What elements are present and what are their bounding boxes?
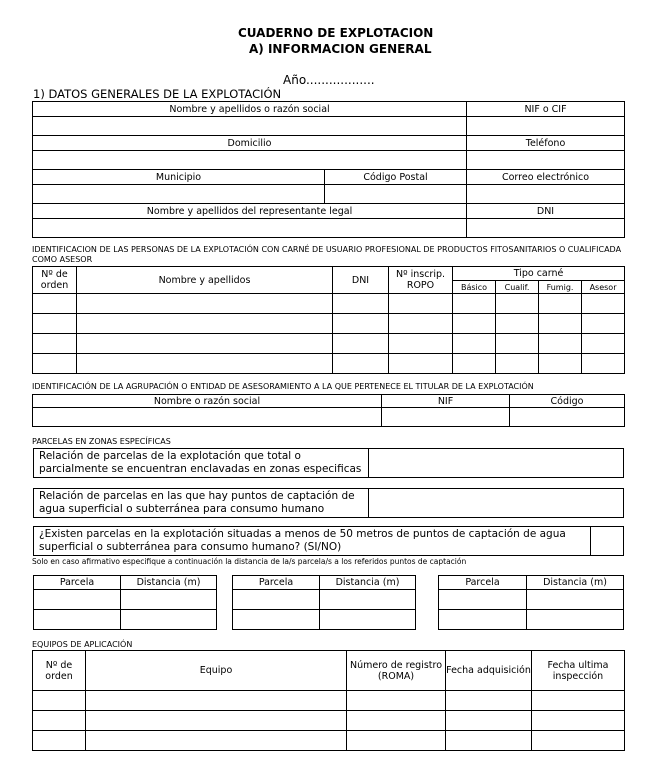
association-table [32,394,625,427]
distance-answer-input[interactable] [591,527,624,556]
cell[interactable] [439,610,527,630]
document-title: CUADERNO DE EXPLOTACION [238,26,434,40]
table-row [233,610,416,630]
distance-table-1 [33,575,217,630]
plots-heading: PARCELAS EN ZONAS ESPECÍFICAS [32,437,171,446]
cell[interactable] [33,314,77,334]
cell[interactable] [34,610,121,630]
cell[interactable] [446,731,532,751]
table-row [439,610,624,630]
plot-header: Parcela [233,576,320,590]
cell[interactable] [33,294,77,314]
association-nif-header: NIF [382,395,510,408]
cell[interactable] [347,691,446,711]
cell[interactable] [527,610,624,630]
cell[interactable] [121,590,217,610]
table-row [33,691,625,711]
cell[interactable] [320,610,416,630]
registry-number-header: Número de registro (ROMA) [347,651,446,691]
table-row [33,314,625,334]
phone-input[interactable] [467,151,625,170]
name-header: Nombre y apellidos o razón social [33,102,467,117]
cell[interactable] [439,590,527,610]
cell[interactable] [453,314,496,334]
cell[interactable] [33,354,77,374]
plots-distance-question-table [33,526,624,556]
representative-input[interactable] [33,219,467,238]
cell[interactable] [539,294,582,314]
cell[interactable] [86,731,347,751]
association-heading: IDENTIFICACIÓN DE LA AGRUPACIÓN O ENTIDAD DE ASESORAMIENTO A LA QUE PERTENECE EL TITULAR DE LA EXPLOTACIÓN [32,382,534,391]
table-row [33,294,625,314]
cell[interactable] [77,354,333,374]
cell[interactable] [121,610,217,630]
plot-header: Parcela [439,576,527,590]
cell[interactable] [77,334,333,354]
name-input[interactable] [33,117,467,136]
cell[interactable] [389,334,453,354]
cell[interactable] [582,334,625,354]
table-row [233,590,416,610]
representative-header: Nombre y apellidos del representante legal [33,204,467,219]
equipment-name-header: Equipo [86,651,347,691]
table-row [33,711,625,731]
cell[interactable] [527,590,624,610]
cell[interactable] [86,711,347,731]
distance-table-2 [232,575,416,630]
basic-header: Básico [453,281,496,294]
cell[interactable] [453,334,496,354]
cell[interactable] [320,590,416,610]
document-subtitle: A) INFORMACION GENERAL [249,42,432,56]
cell[interactable] [496,334,539,354]
fumigator-header: Fumig. [539,281,582,294]
distance-header: Distancia (m) [527,576,624,590]
cell[interactable] [389,314,453,334]
cell[interactable] [453,294,496,314]
distance-table-3 [438,575,624,630]
cell[interactable] [233,610,320,630]
order-header: Nº de orden [33,267,77,294]
table-row [33,354,625,374]
cell[interactable] [539,314,582,334]
cell[interactable] [77,314,333,334]
cell[interactable] [532,691,625,711]
cell[interactable] [446,711,532,731]
postal-code-input[interactable] [325,185,467,204]
water-capture-question: Relación de parcelas en las que hay puntos de captación de agua superficial o subterránea para consumo humano [34,489,369,518]
cell[interactable] [453,354,496,374]
plot-header: Parcela [34,576,121,590]
plots-specific-zones-table [33,448,624,478]
cell[interactable] [347,731,446,751]
distance-note: Solo en caso afirmativo especifique a continuación la distancia de la/s parcela/s a los referidos puntos de captación [32,557,467,566]
cell[interactable] [582,294,625,314]
cell[interactable] [333,354,389,374]
address-header: Domicilio [33,136,467,151]
ropo-header: Nº inscrip. ROPO [389,267,453,294]
acquisition-date-header: Fecha adquisición [446,651,532,691]
distance-header: Distancia (m) [320,576,416,590]
email-input[interactable] [467,185,625,204]
license-type-header: Tipo carné [453,267,625,281]
table-row [33,731,625,751]
cell[interactable] [539,354,582,374]
equipment-heading: EQUIPOS DE APLICACIÓN [32,640,133,649]
cell[interactable] [582,314,625,334]
cell[interactable] [333,294,389,314]
qualified-header: Cualif. [496,281,539,294]
association-name-input[interactable] [33,408,382,427]
equipment-table [32,650,625,751]
cell[interactable] [33,334,77,354]
inspection-date-header: Fecha ultima inspección [532,651,625,691]
cell[interactable] [233,590,320,610]
general-data-table [32,101,625,238]
association-code-input[interactable] [510,408,625,427]
association-name-header: Nombre o razón social [33,395,382,408]
cell[interactable] [532,711,625,731]
table-row [33,334,625,354]
cell[interactable] [539,334,582,354]
municipality-input[interactable] [33,185,325,204]
cell[interactable] [347,711,446,731]
cell[interactable] [33,731,86,751]
cell[interactable] [389,354,453,374]
cell[interactable] [582,354,625,374]
cell[interactable] [532,731,625,751]
table-row [34,610,217,630]
cell[interactable] [446,691,532,711]
year-field[interactable]: Año.................. [283,73,375,87]
email-header: Correo electrónico [467,170,625,185]
person-name-header: Nombre y apellidos [77,267,333,294]
license-heading: IDENTIFICACION DE LAS PERSONAS DE LA EXPLOTACIÓN CON CARNÉ DE USUARIO PROFESIONAL DE PRODUCTOS FITOSANITARIOS O CUALIFICADA COMO ASESOR [32,245,622,264]
table-row [34,590,217,610]
distance-header: Distancia (m) [121,576,217,590]
cell[interactable] [496,354,539,374]
association-code-header: Código [510,395,625,408]
distance-question: ¿Existen parcelas en la explotación situadas a menos de 50 metros de puntos de captación de agua superficial o subterránea para consumo humano? (SI/NO) [34,527,591,556]
plots-water-capture-table [33,488,624,518]
cell[interactable] [333,334,389,354]
address-input[interactable] [33,151,467,170]
cell[interactable] [86,691,347,711]
nif-input[interactable] [467,117,625,136]
nif-header: NIF o CIF [467,102,625,117]
cell[interactable] [33,711,86,731]
section-1-heading: 1) DATOS GENERALES DE LA EXPLOTACIÓN [33,87,282,101]
license-table [32,266,625,374]
cell[interactable] [34,590,121,610]
equipment-order-header: Nº de orden [33,651,86,691]
water-capture-input[interactable] [369,489,624,518]
postal-code-header: Código Postal [325,170,467,185]
cell[interactable] [389,294,453,314]
phone-header: Teléfono [467,136,625,151]
municipality-header: Municipio [33,170,325,185]
advisor-header: Asesor [582,281,625,294]
cell[interactable] [333,314,389,334]
cell[interactable] [77,294,333,314]
specific-zones-input[interactable] [369,449,624,478]
person-dni-header: DNI [333,267,389,294]
specific-zones-question: Relación de parcelas de la explotación que total o parcialmente se encuentran enclavadas en zonas especificas [34,449,369,478]
dni-input[interactable] [467,219,625,238]
association-nif-input[interactable] [382,408,510,427]
cell[interactable] [33,691,86,711]
cell[interactable] [496,294,539,314]
cell[interactable] [496,314,539,334]
table-row [439,590,624,610]
dni-header: DNI [467,204,625,219]
